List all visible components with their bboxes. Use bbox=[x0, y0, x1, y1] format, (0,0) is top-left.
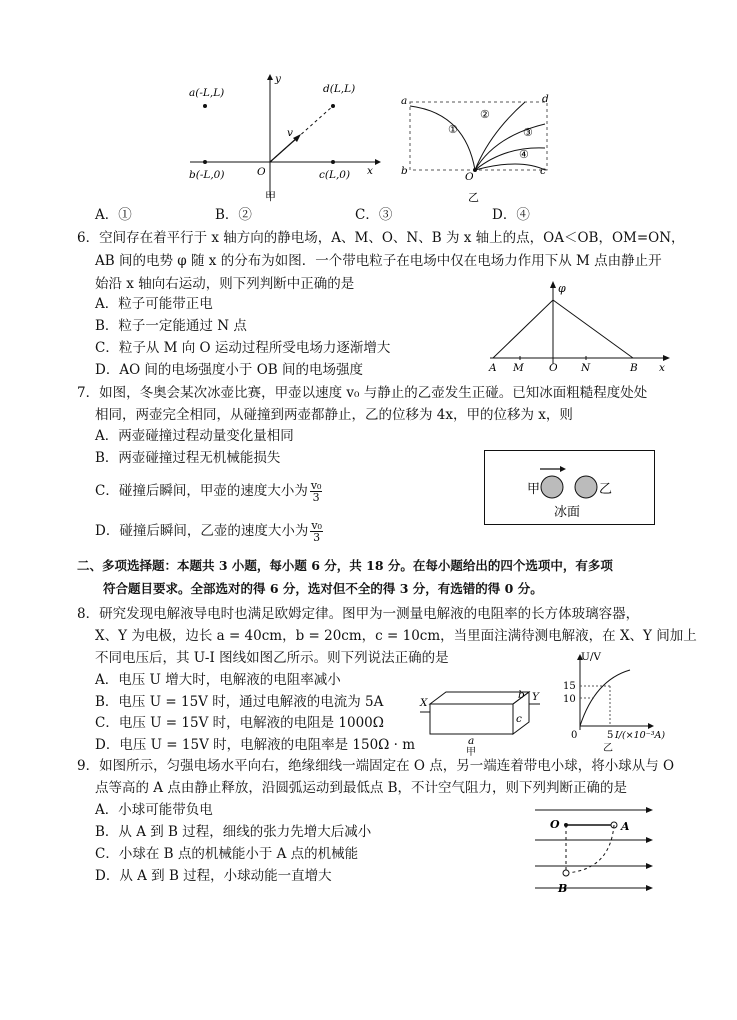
label-y: y bbox=[275, 73, 281, 85]
label-ice: 冰面 bbox=[554, 505, 581, 520]
label-b: B bbox=[630, 362, 638, 374]
label-o: O bbox=[549, 362, 558, 374]
label-o: O bbox=[465, 171, 474, 183]
label-c: c bbox=[516, 713, 522, 725]
section2-heading-line1: 二、多项选择题：本题共 3 小题，每小题 6 分，共 18 分。在每小题给出的四个选项中，有多项 bbox=[77, 558, 613, 573]
figure-q8-container bbox=[418, 676, 548, 756]
figure-q8-ui-graph bbox=[555, 650, 670, 754]
figure-yi-trajectories bbox=[395, 88, 565, 208]
q9-option-c: C．小球在 B 点的机械能小于 A 点的机械能 bbox=[95, 846, 359, 862]
label-a: a bbox=[401, 95, 408, 107]
label-a: a bbox=[468, 735, 475, 747]
q6-option-a: A．粒子可能带正电 bbox=[95, 296, 213, 312]
fraction-denominator: 3 bbox=[312, 491, 320, 504]
q6-stem-line2: AB 间的电势 φ 随 x 的分布为如图．一个带电粒子在电场中仅在电场力作用下从 M 点由静止开 bbox=[95, 253, 662, 269]
q8-option-d: D．电压 U = 15V 时，电解液的电阻率是 150Ω · m bbox=[95, 737, 416, 753]
curve-1: ① bbox=[448, 123, 458, 136]
curve-4: ④ bbox=[519, 148, 529, 161]
q5-option-a: A．① bbox=[95, 207, 132, 223]
q5-option-c: C．③ bbox=[355, 207, 393, 223]
tick-15: 15 bbox=[563, 681, 576, 692]
q8-option-c: C．电压 U = 15V 时，电解液的电阻是 1000Ω bbox=[95, 715, 384, 731]
label-y: Y bbox=[532, 691, 539, 703]
label-x: x bbox=[367, 165, 373, 177]
q8-option-b: B．电压 U = 15V 时，通过电解液的电流为 5A bbox=[95, 694, 384, 710]
curve-2: ② bbox=[480, 108, 490, 121]
label-b: B bbox=[558, 882, 568, 895]
q7-option-d-text: D．碰撞后瞬间，乙壶的速度大小为 bbox=[95, 523, 309, 539]
tick-10: 10 bbox=[563, 694, 576, 705]
label-a: A bbox=[489, 362, 497, 374]
label-a: a(-L,L) bbox=[189, 87, 225, 99]
label-b: b(-L,0) bbox=[189, 169, 225, 181]
q5-option-d: D．④ bbox=[492, 207, 530, 223]
q7-option-c-text: C．碰撞后瞬间，甲壶的速度大小为 bbox=[95, 483, 308, 499]
fraction-v0-over-3 bbox=[310, 520, 323, 543]
label-d: d(L,L) bbox=[323, 83, 356, 95]
label-x: X bbox=[420, 697, 428, 709]
label-d: d bbox=[542, 93, 549, 105]
fraction-numerator: v₀ bbox=[311, 519, 322, 532]
caption-jia: 甲 bbox=[466, 747, 476, 756]
q7-option-d bbox=[95, 520, 323, 543]
figure-q7-curling bbox=[484, 450, 656, 526]
q8-stem-line3: 不同电压后，其 U-I 图线如图乙所示。则下列说法正确的是 bbox=[95, 650, 449, 666]
label-n: N bbox=[581, 362, 591, 374]
q5-option-b: B．② bbox=[215, 207, 252, 223]
q6-option-d: D．AO 间的电场强度小于 OB 间的电场强度 bbox=[95, 362, 364, 378]
caption-yi: 乙 bbox=[603, 743, 613, 754]
label-yi: 乙 bbox=[599, 482, 613, 497]
q8-stem-line2: X、Y 为电极，边长 a = 40cm，b = 20cm，c = 10cm，当里面注满待测电解液，在 X、Y 间加上 bbox=[95, 628, 697, 644]
q8-stem-line1: 8．研究发现电解液导电时也满足欧姆定律。图甲为一测量电解液的电阻率的长方体玻璃容器， bbox=[77, 606, 640, 622]
label-c: c bbox=[540, 165, 546, 177]
section2-heading-line2: 符合题目要求。全部选对的得 6 分，选对但不全的得 3 分，有选错的得 0 分。 bbox=[103, 581, 543, 596]
q8-option-a: A．电压 U 增大时，电解液的电阻率减小 bbox=[95, 672, 341, 688]
q7-option-c bbox=[95, 480, 322, 503]
axis-label-u: U/V bbox=[581, 651, 601, 663]
caption-yi: 乙 bbox=[468, 191, 479, 204]
q9-option-d: D．从 A 到 B 过程，小球动能一直增大 bbox=[95, 868, 332, 884]
axis-label-i: I/(×10⁻³A) bbox=[615, 730, 666, 741]
tick-0: 0 bbox=[571, 730, 578, 741]
q7-option-b: B．两壶碰撞过程无机械能损失 bbox=[95, 450, 281, 466]
q6-option-c: C．粒子从 M 向 O 运动过程所受电场力逐渐增大 bbox=[95, 340, 391, 356]
q6-stem-line3: 始沿 x 轴向右运动，则下列判断中正确的是 bbox=[95, 276, 355, 292]
q6-option-b: B．粒子一定能通过 N 点 bbox=[95, 318, 247, 334]
q9-stem-line1: 9．如图所示，匀强电场水平向右，绝缘细线一端固定在 O 点，另一端连着带电小球，将小球从与 O bbox=[77, 758, 675, 774]
fraction-v0-over-3 bbox=[310, 480, 323, 503]
caption-jia: 甲 bbox=[265, 190, 276, 203]
figure-q9-electric-field bbox=[530, 800, 660, 895]
label-c: c(L,0) bbox=[319, 169, 351, 181]
q6-stem-line1: 6．空间存在着平行于 x 轴方向的静电场，A、M、O、N、B 为 x 轴上的点，OA＜OB，OM=ON， bbox=[77, 230, 685, 246]
label-b: b bbox=[518, 689, 525, 701]
fraction-numerator: v₀ bbox=[310, 479, 322, 492]
q7-stem-line2: 相同，两壶完全相同，从碰撞到两壶都静止，乙的位移为 4x，甲的位移为 x，则 bbox=[95, 407, 573, 423]
label-jia: 甲 bbox=[527, 482, 541, 497]
fraction-denominator: 3 bbox=[313, 531, 321, 544]
label-b: b bbox=[401, 165, 408, 177]
label-m: M bbox=[513, 362, 524, 374]
q7-option-a: A．两壶碰撞过程动量变化量相同 bbox=[95, 428, 294, 444]
label-o: O bbox=[550, 818, 560, 831]
q9-option-b: B．从 A 到 B 过程，细线的张力先增大后减小 bbox=[95, 824, 372, 840]
q9-option-a: A．小球可能带负电 bbox=[95, 802, 213, 818]
q7-stem-line1: 7．如图，冬奥会某次冰壶比赛，甲壶以速度 v₀ 与静止的乙壶发生正碰。已知冰面粗糙程度处处 bbox=[77, 385, 648, 401]
q9-stem-line2: 点等高的 A 点由静止释放，沿圆弧运动到最低点 B，不计空气阻力，则下列判断正确的是 bbox=[95, 780, 628, 796]
curve-3: ③ bbox=[523, 126, 533, 139]
label-o: O bbox=[257, 166, 266, 178]
label-v: v bbox=[287, 127, 293, 139]
tick-5: 5 bbox=[607, 730, 614, 741]
label-phi: φ bbox=[558, 282, 566, 295]
label-a: A bbox=[621, 820, 630, 833]
figure-jia-coordinate bbox=[185, 72, 385, 207]
figure-q6-potential bbox=[485, 280, 675, 375]
label-x: x bbox=[659, 362, 665, 374]
